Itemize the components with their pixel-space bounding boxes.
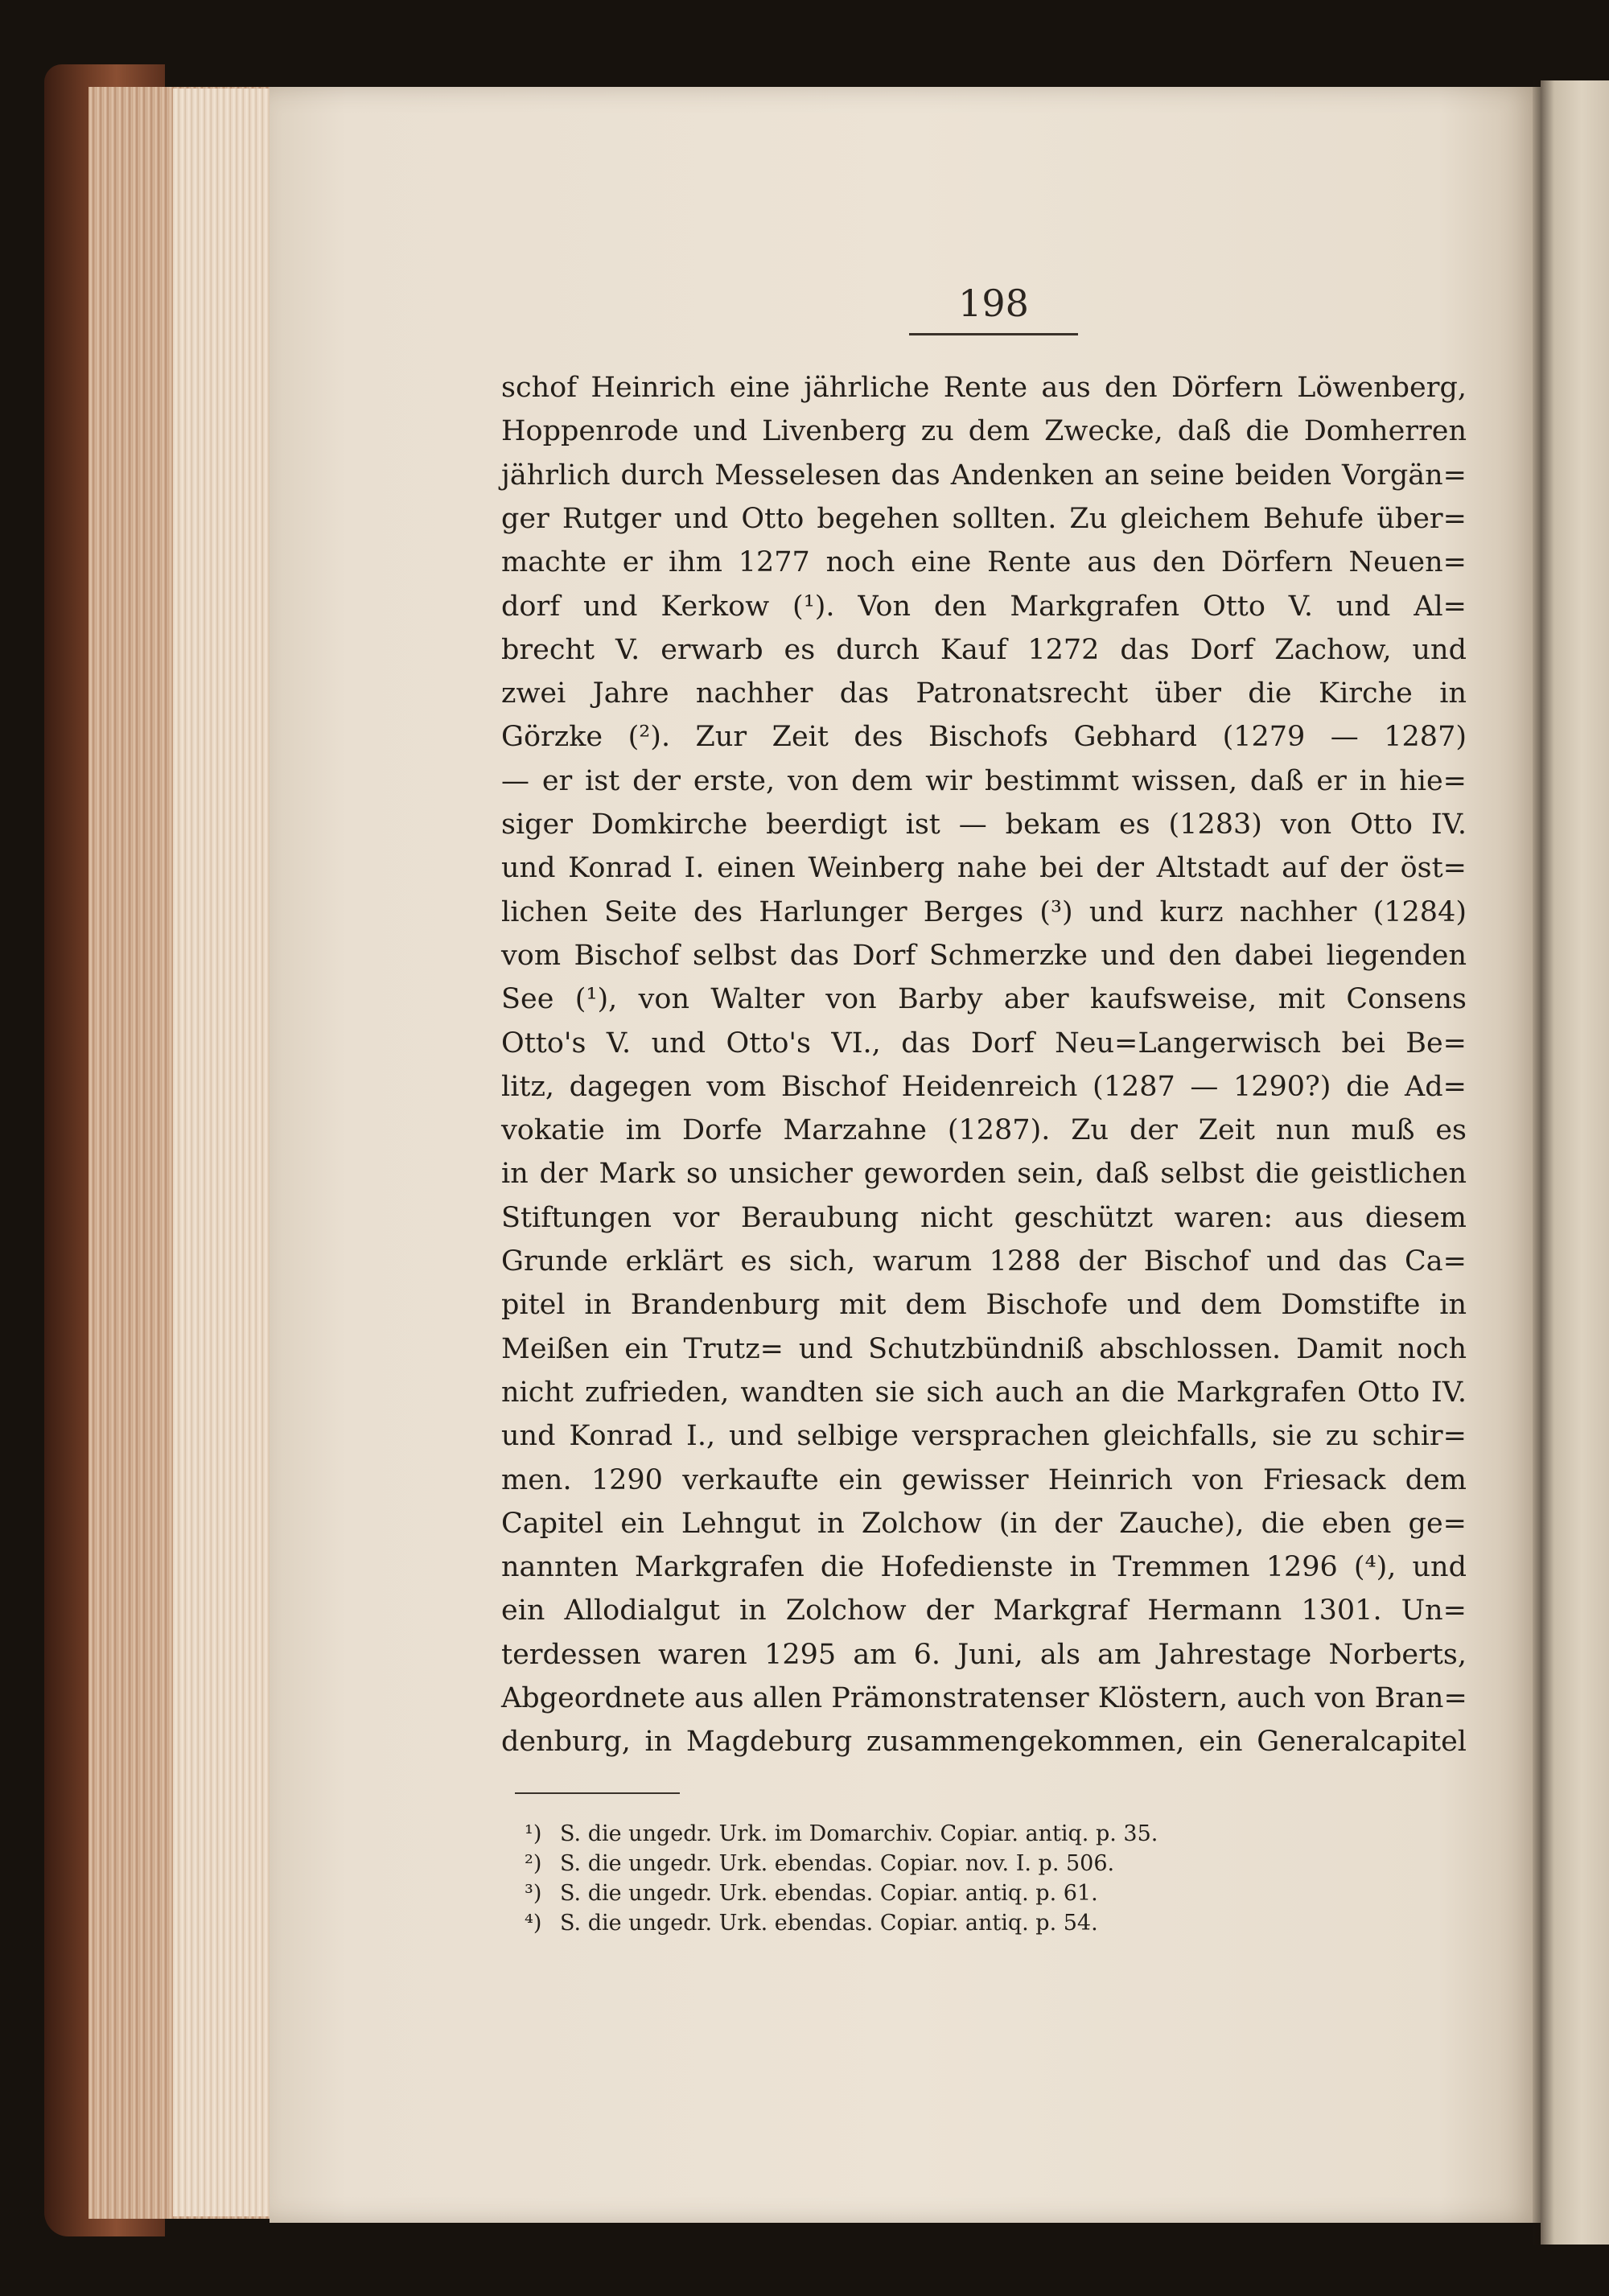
text-line: nannten Markgrafen die Hofedienste in Tremmen 1296 (⁴), und (501, 1551, 1467, 1584)
text-line: Grunde erklärt es sich, warum 1288 der Bischof und das Ca= (501, 1245, 1467, 1278)
footnote-text: S. die ungedr. Urk. ebendas. Copiar. antiq. p. 61. (560, 1881, 1098, 1906)
text-line: Abgeordnete aus allen Prämonstratenser Klöstern, auch von Bran= (501, 1682, 1467, 1714)
text-line: vom Bischof selbst das Dorf Schmerzke und den dabei liegenden (501, 939, 1467, 972)
text-line: ger Rutger und Otto begehen sollten. Zu gleichem Behufe über= (501, 502, 1467, 535)
header-rule (909, 333, 1078, 335)
footnote (525, 1879, 1098, 1908)
footnote (525, 1909, 1098, 1938)
footnote-text: S. die ungedr. Urk. ebendas. Copiar. antiq. p. 54. (560, 1911, 1098, 1936)
footnote-text: S. die ungedr. Urk. ebendas. Copiar. nov. I. p. 506. (560, 1851, 1115, 1876)
footnote-mark: ³) (525, 1881, 542, 1906)
footnote-rule (515, 1792, 680, 1794)
footnote-text: S. die ungedr. Urk. im Domarchiv. Copiar. antiq. p. 35. (560, 1821, 1158, 1846)
text-line: lichen Seite des Harlunger Berges (³) und kurz nachher (1284) (501, 895, 1467, 928)
text-line: und Konrad I. einen Weinberg nahe bei der Altstadt auf der öst= (501, 852, 1467, 885)
text-line: pitel in Brandenburg mit dem Bischofe und dem Domstifte in (501, 1289, 1467, 1322)
text-line: zwei Jahre nachher das Patronatsrecht über die Kirche in (501, 677, 1467, 710)
text-line: schof Heinrich eine jährliche Rente aus den Dörfern Löwenberg, (501, 372, 1467, 404)
text-line: dorf und Kerkow (¹). Von den Markgrafen Otto V. und Al= (501, 590, 1467, 623)
text-line: Meißen ein Trutz= und Schutzbündniß abschlossen. Damit noch (501, 1332, 1467, 1365)
footnote (525, 1850, 1114, 1878)
text-line: machte er ihm 1277 noch eine Rente aus den Dörfern Neuen= (501, 546, 1467, 579)
text-line: denburg, in Magdeburg zusammengekommen, ein Generalcapitel (501, 1726, 1467, 1759)
page-number: 198 (958, 282, 1029, 325)
text-line: terdessen waren 1295 am 6. Juni, als am Jahrestage Norberts, (501, 1638, 1467, 1671)
text-line: und Konrad I., und selbige versprachen gleichfalls, sie zu schir= (501, 1420, 1467, 1453)
text-line: brecht V. erwarb es durch Kauf 1272 das Dorf Zachow, und (501, 633, 1467, 666)
text-line: See (¹), von Walter von Barby aber kaufsweise, mit Consens (501, 983, 1467, 1016)
text-line: Stiftungen vor Beraubung nicht geschützt waren: aus diesem (501, 1201, 1467, 1234)
text-line: jährlich durch Messelesen das Andenken an seine beiden Vorgän= (501, 459, 1467, 492)
footnote-mark: ⁴) (525, 1911, 542, 1936)
footnote-mark: ²) (525, 1851, 542, 1876)
text-line: Görzke (²). Zur Zeit des Bischofs Gebhard (1279 — 1287) (501, 721, 1467, 754)
footnote-mark: ¹) (525, 1821, 542, 1846)
text-line: nicht zufrieden, wandten sie sich auch an die Markgrafen Otto IV. (501, 1376, 1467, 1409)
facing-page-edge (1541, 80, 1609, 2245)
text-line: vokatie im Dorfe Marzahne (1287). Zu der Zeit nun muß es (501, 1114, 1467, 1147)
page-stack-inner (173, 88, 270, 2216)
text-line: in der Mark so unsicher geworden sein, daß selbst die geistlichen (501, 1158, 1467, 1191)
text-line: Hoppenrode und Livenberg zu dem Zwecke, daß die Domherren (501, 415, 1467, 448)
text-line: siger Domkirche beerdigt ist — bekam es (1283) von Otto IV. (501, 809, 1467, 841)
text-line: Otto's V. und Otto's VI., das Dorf Neu=Langerwisch bei Be= (501, 1027, 1467, 1060)
text-line: litz, dagegen vom Bischof Heidenreich (1287 — 1290?) die Ad= (501, 1070, 1467, 1103)
text-line: — er ist der erste, von dem wir bestimmt wissen, daß er in hie= (501, 764, 1467, 797)
text-line: ein Allodialgut in Zolchow der Markgraf Hermann 1301. Un= (501, 1594, 1467, 1627)
footnote (525, 1820, 1158, 1849)
text-line: men. 1290 verkaufte ein gewisser Heinrich von Friesack dem (501, 1463, 1467, 1496)
text-line: Capitel ein Lehngut in Zolchow (in der Zauche), die eben ge= (501, 1507, 1467, 1540)
